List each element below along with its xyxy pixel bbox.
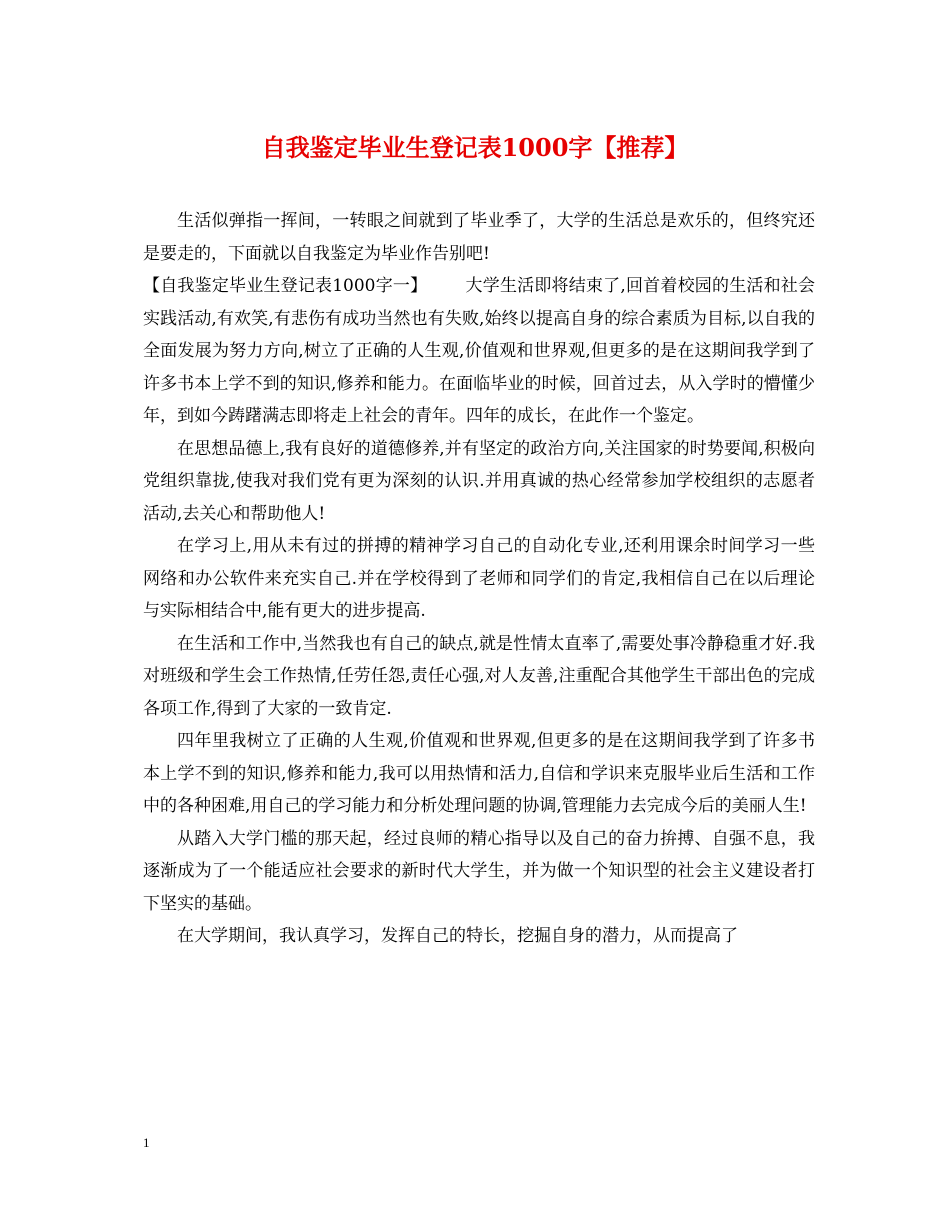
document-body — [143, 205, 815, 953]
document-title: 自我鉴定毕业生登记表1000字【推荐】 — [261, 133, 689, 162]
section-paragraph — [143, 270, 815, 433]
paragraph-entering-university: 从踏入大学门槛的那天起，经过良师的精心指导以及自己的奋力拚搏、自强不息，我逐渐成为了一个能适应社会要求的新时代大学生，并为做一个知识型的社会主义建设者打下坚实的基础。 — [143, 828, 815, 914]
paragraph-morality: 在思想品德上,我有良好的道德修养,并有坚定的政治方向,关注国家的时势要闻,积极向党组织靠拢,使我对我们党有更为深刻的认识.并用真诚的热心经常参加学校组织的志愿者活动,去关心和帮助他人! — [143, 438, 815, 524]
paragraph-study: 在学习上,用从未有过的拼搏的精神学习自己的自动化专业,还利用课余时间学习一些网络和办公软件来充实自己.并在学校得到了老师和同学们的肯定,我相信自己在以后理论与实际相结合中,能有更大的进步提高. — [143, 536, 815, 621]
intro-paragraph: 生活似弹指一挥间，一转眼之间就到了毕业季了，大学的生活总是欢乐的，但终究还是要走的，下面就以自我鉴定为毕业作告别吧! — [143, 211, 815, 264]
page-number: 1 — [143, 1135, 150, 1150]
section-first-text: 大学生活即将结束了,回首着校园的生活和社会实践活动,有欢笑,有悲伤有成功当然也有失败,始终以提高自身的综合素质为目标,以自我的全面发展为努力方向,树立了正确的人生观,价值观和世界观,但更多的是在这期间我学到了许多书本上学不到的知识,修养和能力。在面临毕业的时候，回首过去，从入学时的懵懂少年，到如今踌躇满志即将走上社会的青年。四年的成长，在此作一个鉴定。 — [143, 276, 816, 426]
paragraph-university-period: 在大学期间，我认真学习，发挥自己的特长，挖掘自身的潜力，从而提高了 — [177, 926, 738, 946]
paragraph-four-years: 四年里我树立了正确的人生观,价值观和世界观,但更多的是在这期间我学到了许多书本上学不到的知识,修养和能力,我可以用热情和活力,自信和学识来克服毕业后生活和工作中的各种困难,用自己的学习能力和分析处理问题的协调,管理能力去完成今后的美丽人生! — [143, 731, 815, 816]
section-heading: 【自我鉴定毕业生登记表1000字一】 — [143, 276, 428, 296]
paragraph-life-work: 在生活和工作中,当然我也有自己的缺点,就是性情太直率了,需要处事冷静稳重才好.我对班级和学生会工作热情,任劳任怨,责任心强,对人友善,注重配合其他学生干部出色的完成各项工作,得到了大家的一致肯定. — [143, 633, 815, 719]
